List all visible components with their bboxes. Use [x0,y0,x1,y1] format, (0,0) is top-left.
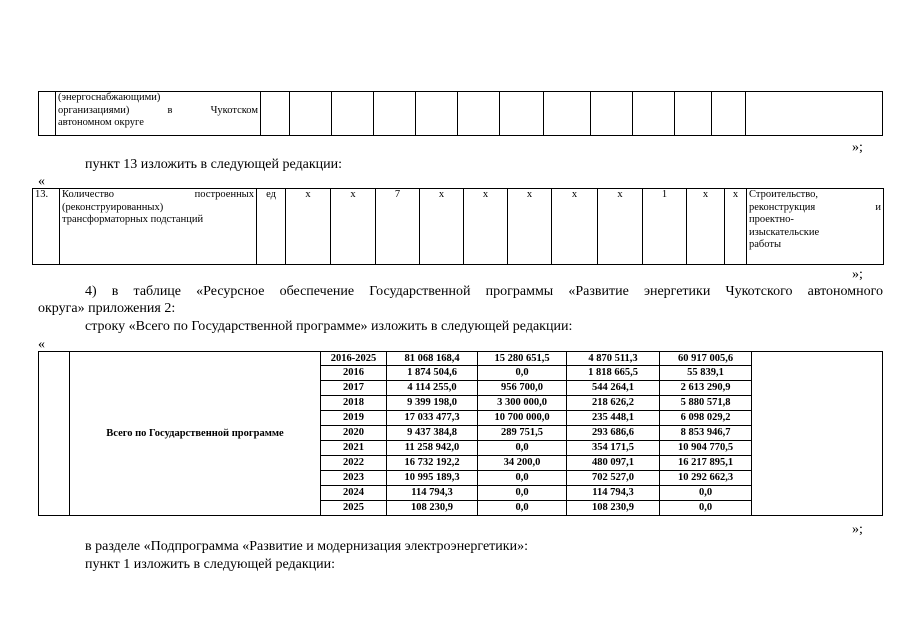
table-cell [374,92,416,136]
value-cell: 3 300 000,0 [478,396,567,411]
desc-line: (энергоснабжающими) [58,92,161,103]
value-cell: 0,0 [478,366,567,381]
value-cell: 10 700 000,0 [478,411,567,426]
year-cell: 2025 [321,501,387,516]
value-cell: 108 230,9 [567,501,660,516]
value-cell: 956 700,0 [478,381,567,396]
table-cell [633,92,675,136]
year-cell: 2017 [321,381,387,396]
value-cell: 354 171,5 [567,441,660,456]
table-cell [39,92,56,136]
table-row [39,352,883,366]
value-cell: 9 437 384,8 [387,426,478,441]
value-cell: х [331,189,376,265]
value-cell: 0,0 [478,471,567,486]
value-cell: х [420,189,464,265]
desc-line: автономном округе [58,117,144,128]
paragraph: пункт 1 изложить в следующей редакции: [85,557,335,572]
paragraph: округа» приложения 2: [38,301,176,316]
row-number: 13. [33,189,60,265]
closing-quote: »; [852,267,863,282]
desc-line: Количество построенных [62,189,254,200]
value-cell: 11 258 942,0 [387,441,478,456]
value-cell: 0,0 [478,441,567,456]
value-cell: 108 230,9 [387,501,478,516]
value-cell: х [598,189,643,265]
value-cell: 0,0 [478,486,567,501]
value-cell: х [552,189,598,265]
paragraph: 4) в таблице «Ресурсное обеспечение Государственной программы «Развитие энергетики Чукотского автономного [85,284,883,299]
opening-quote: « [38,337,45,352]
value-cell: 293 686,6 [567,426,660,441]
value-cell: 10 292 662,3 [660,471,752,486]
value-cell: 0,0 [660,501,752,516]
value-cell: 10 904 770,5 [660,441,752,456]
note-line: работы [749,239,782,250]
value-cell: 7 [376,189,420,265]
note-line: реконструкция и [749,201,881,213]
table-cell [675,92,712,136]
value-cell: 15 280 651,5 [478,352,567,366]
table-cell [752,352,883,516]
value-cell: 0,0 [478,501,567,516]
table-cell-note [747,189,884,265]
table-cell [500,92,544,136]
year-cell: 2016 [321,366,387,381]
value-cell: х [286,189,331,265]
value-cell: 5 880 571,8 [660,396,752,411]
year-cell: 2024 [321,486,387,501]
opening-quote: « [38,174,45,189]
value-cell: х [687,189,725,265]
table-cell [712,92,746,136]
paragraph: строку «Всего по Государственной программе» изложить в следующей редакции: [85,319,573,334]
closing-quote: »; [852,140,863,155]
value-cell: 81 068 168,4 [387,352,478,366]
paragraph: в разделе «Подпрограмма «Развитие и модернизация электроэнергетики»: [85,539,528,554]
note-line: проектно- [749,214,794,225]
year-cell: 2023 [321,471,387,486]
value-cell: 480 097,1 [567,456,660,471]
value-cell: 60 917 005,6 [660,352,752,366]
paragraph: пункт 13 изложить в следующей редакции: [85,157,342,172]
desc-line: организациями) в Чукотском [58,104,258,116]
value-cell: 55 839,1 [660,366,752,381]
value-cell: 10 995 189,3 [387,471,478,486]
table-cell-description [60,189,257,265]
table-cell [746,92,883,136]
closing-quote: »; [852,522,863,537]
value-cell: 8 853 946,7 [660,426,752,441]
year-cell: 2019 [321,411,387,426]
value-cell: х [464,189,508,265]
year-cell: 2022 [321,456,387,471]
table-row-13 [32,188,884,265]
value-cell: 1 818 665,5 [567,366,660,381]
value-cell: 16 217 895,1 [660,456,752,471]
value-cell: х [508,189,552,265]
value-cell: 17 033 477,3 [387,411,478,426]
value-cell: 0,0 [660,486,752,501]
value-cell: 4 114 255,0 [387,381,478,396]
value-cell: 544 264,1 [567,381,660,396]
table-cell [332,92,374,136]
table-cell [416,92,458,136]
unit-cell: ед [257,189,286,265]
table-cell [544,92,591,136]
table-top-fragment [38,91,883,136]
desc-line: (реконструированных) [62,201,164,213]
value-cell: 702 527,0 [567,471,660,486]
value-cell: 235 448,1 [567,411,660,426]
value-cell: 4 870 511,3 [567,352,660,366]
value-cell: 2 613 290,9 [660,381,752,396]
row-label: Всего по Государственной программе [70,352,321,516]
value-cell: 114 794,3 [567,486,660,501]
table-cell [39,352,70,516]
value-cell: 6 098 029,2 [660,411,752,426]
value-cell: 16 732 192,2 [387,456,478,471]
year-cell: 2018 [321,396,387,411]
table-cell [261,92,290,136]
value-cell: 1 874 504,6 [387,366,478,381]
table-cell [458,92,500,136]
value-cell: х [725,189,747,265]
table-cell [591,92,633,136]
note-line: Строительство, [749,189,818,200]
table-cell [290,92,332,136]
table-cell-description [56,92,261,136]
value-cell: 9 399 198,0 [387,396,478,411]
year-cell: 2021 [321,441,387,456]
year-cell: 2020 [321,426,387,441]
value-cell: 34 200,0 [478,456,567,471]
value-cell: 114 794,3 [387,486,478,501]
table-totals [38,351,883,516]
value-cell: 289 751,5 [478,426,567,441]
year-cell: 2016-2025 [321,352,387,366]
note-line: изыскательские [749,226,820,238]
value-cell: 1 [643,189,687,265]
desc-line: трансформаторных подстанций [62,214,204,225]
value-cell: 218 626,2 [567,396,660,411]
